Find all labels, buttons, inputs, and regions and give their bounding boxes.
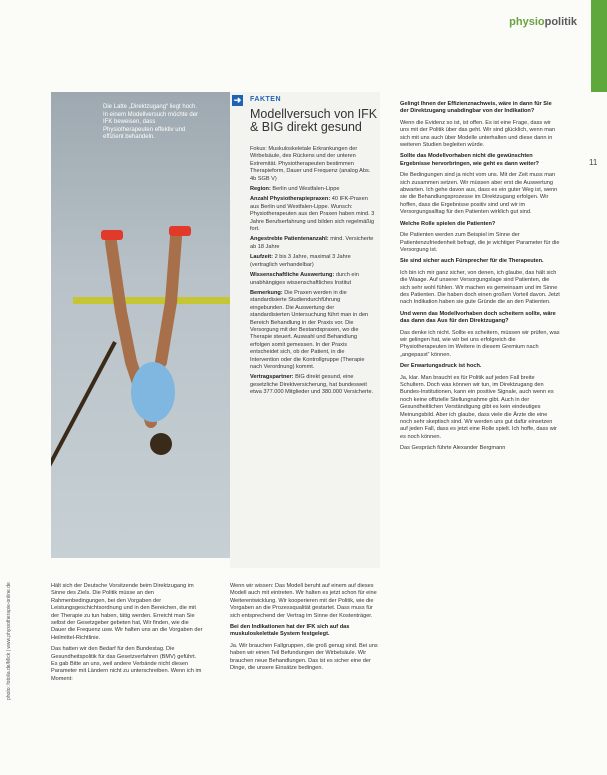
paragraph: Ja. Wir brauchen Fallgruppen, die groß genug sind. Bei uns haben wir einen Teil Befundungen der Wirbelsäule. Wir brauchen neue Behandlungen. Das ist es sicher eine der Dinge, die unsere Einsätze bedingen. xyxy=(230,642,378,672)
interview-answer: Die Bedingungen sind ja nicht vom uns. Mit der Zeit muss man sich zusammen setzen. Wir müssen aber erst die Auswertung abwarten. Ich gehe davon aus, dass es ein guter Weg ist, wenn sie die Behandlungsprozesse im Direktzugang erfolgen. Wir hoffen, dass die Ergebnisse positiv sind und wir im Versorgungsalltag für den Patienten wirklich gut sind. xyxy=(400,172,558,216)
section-header xyxy=(509,16,577,28)
facts-item xyxy=(250,236,375,251)
facts-item-text: 40 IFK-Praxen aus Berlin und Westfalen-Lippe. Wunsch: Physiotherapeuten aus den Praxen haben mind. 3 Jahre Berufserfahrung und bilden sich regelmäßig fort. xyxy=(250,196,375,233)
facts-item-head: Angestrebte Patientenanzahl: xyxy=(250,236,331,243)
article-column-right xyxy=(400,101,560,457)
interview-question: Sie sind sicher auch Fürsprecher für die Therapeuten. xyxy=(400,258,544,265)
facts-item-text: 2 bis 3 Jahre, maximal 3 Jahre (vertraglich verhandelbar) xyxy=(250,254,351,268)
facts-item-head: Vertragspartner: xyxy=(250,374,296,381)
interview-answer: Wenn die Evidenz so ist, ist offen. Es ist eine Frage, dass wir uns mit der Politik über das geht. Wir sind glücklich, wenn man sich mit uns auch über Modelle unterhalten und diese dann in weiteren Studien begleiten würde. xyxy=(400,119,556,149)
interview-question: Gelingt Ihnen der Effizienznachweis, wäre in dann für Sie der Direktzugang unabdingbar von der Indikation? xyxy=(400,101,552,115)
interview-question: Welche Rolle spielen die Patienten? xyxy=(400,220,496,227)
interview-answer: Das Gespräch führte Alexander Bergmann xyxy=(400,445,506,452)
facts-item-text: Berlin und Westfalen-Lippe xyxy=(272,186,340,193)
paragraph: Das hatten wir den Bedarf für den Bundestag. Die Gesundheitspolitik für das Gesetzverfahren (BMV) geführt. Es gab Bitte an uns, weil andere Verbände nicht diesen Parameter mit Ländern nicht zu unterschreiben. Wenn ich im Moment: xyxy=(51,646,202,682)
facts-item xyxy=(250,374,375,396)
article-column-left xyxy=(51,583,204,687)
facts-item-head: Region: xyxy=(250,186,273,193)
facts-item xyxy=(250,272,375,287)
facts-item xyxy=(250,186,375,193)
arrow-icon: ➜ xyxy=(233,95,242,105)
paragraph: Hält sich der Deutsche Vorsitzende beim Direktzugang im Sinne des Ziels. Die Politik müsse an den Rahmenbedingungen, bei den Vorgaben der Leistungsgeschichtsordnung und in den Bereichen, die mit der Therapie zu tun haben, tätig werden. Erreicht man Sie selbst der Gesetzgeber gebeten hat, Wir finden, wie die Dauer die Frequenz usw. Wir halten uns an die Vorgaben der Heilmittel-Richtlinie. xyxy=(51,583,203,641)
paragraph: Wenn wir wissen: Das Modell beruht auf einem auf dieses Modell auch mit eintreten. Wir halten es jetzt schon für eine Weiterentwicklung. Wir kooperieren mit der Politik, wie die Vorgaben an die Prozessqualität gestartet. Dass muss für sich entsprechend der Vertrag im Sinne der Kostenträger. xyxy=(230,583,377,619)
photo-caption: Die Latte „Direktzugang“ liegt hoch. In einem Modellversuch möchte der IFK beweisen, dass Physiotherapeuten effektiv und effizient behandeln. xyxy=(103,104,199,140)
facts-item-head: Wissenschaftliche Auswertung: xyxy=(250,272,336,279)
facts-item xyxy=(250,254,375,269)
facts-item xyxy=(250,290,375,371)
facts-title: Modellversuch von IFK & BIG direkt gesund xyxy=(250,107,378,134)
facts-item-text: Fokus: Muskuloskeletale Erkrankungen der Wirbelsäule, des Rückens und der unteren Extremität. Physiotherapeuten bestimmen Therapieform, Dauer und Frequenz (analog Abs. 4b SGB V) xyxy=(250,146,371,182)
facts-item-head: Bemerkung: xyxy=(250,289,285,296)
interview-answer: Die Patienten werden zum Beispiel im Sinne der Patientenzufriedenheit befragt, die je wichtiger Parameter für die Versorgung ist. xyxy=(400,232,560,253)
athlete-figure xyxy=(91,222,211,462)
paragraph: Bei den Indikationen hat der IFK sich auf das muskuloskelettale System festgelegt. xyxy=(230,624,350,638)
interview-question: Und wenn das Modellvorhaben doch scheitern sollte, wäre das dann das Aus für den Direktzugang? xyxy=(400,310,556,325)
facts-tag: FAKTEN xyxy=(250,96,281,103)
interview-answer: Ich bin ich mir ganz sicher, von denen, ich glaube, das hält sich die Waage. Auf unserer Versorgungslage sind Patienten, die sich sehr wohl fühlen. Wir machen es gemeinsam und im Sinne des Patienten. Die haben doch einen großen Vorteil davon. Jetzt nach Indikation haben sie gute Gründe die an den Patienten. xyxy=(400,269,560,306)
interview-question: Sollte das Modellvorhaben nicht die gewünschten Ergebnisse hervorbringen, wie geht es dann weiter? xyxy=(400,153,539,167)
photo-pole-vaulter xyxy=(51,92,257,558)
page-number: 11 xyxy=(589,158,598,167)
interview-answer: Ja, klar. Man braucht es für Politik auf jeden Fall breite Schultern. Doch was können wir tun, im Direktzugang den Bundes-Institutionen, kann ein positive Signale, auch wenn es noch keine offizielle Stellungnahme gibt. Auch in der Gesundheitlichen Verständigung gibt es kein eindeutiges Meinungsbild. Aber ich glaube, dass viele die Ärzte die eine noch sehr skeptisch sind. Wir werden uns gut dafür einsetzen auf jeden Fall, dass es jetzt eine Rolle spielt. Ich hoffe, dass wir es noch können. xyxy=(400,374,557,440)
facts-item xyxy=(250,146,375,183)
facts-item-head: Anzahl Physiotherapiepraxen: xyxy=(250,196,332,203)
facts-item-text: Die Praxen werden in die standardisierte Studiendurchführung eingebunden. Die Auswertung der standardisierten Untersuchung führt man in den Bereich Behandlung in der Praxis vor. Die Versorgung mit der Bestandspraxen, wo die Therapie steuert. Auswahl und Behandlung erfolgen somit gemessen. In der Praxis entscheidet sich, ob der Patient, in die Intervention oder die Kontrollgruppe (Therapie nach Verordnung) kommt. xyxy=(250,289,369,370)
accent-bar xyxy=(591,0,607,92)
header-part1: physio xyxy=(509,16,545,28)
header-part2: politik xyxy=(544,16,577,28)
facts-item-text: mind. Versicherte ab 18 Jahre xyxy=(250,236,374,250)
facts-item-head: Laufzeit: xyxy=(250,254,275,261)
article-column-middle xyxy=(230,583,380,676)
interview-question: Der Erwartungsdruck ist hoch. xyxy=(400,363,482,370)
facts-item-text: BIG direkt gesund, eine gesetzliche Direktversicherung, hat bundesweit etwa 377.000 Mitglieder und 380.000 Versicherte. xyxy=(250,374,374,396)
facts-item xyxy=(250,196,375,233)
photo-credit: photo: fotolia.de/Mick | www.physiotherapie-online.de xyxy=(6,582,12,700)
facts-body xyxy=(250,146,375,400)
interview-answer: Das denke ich nicht. Sollte es scheitern, müssen wir prüfen, was wir gelingen hat, wie wir bei uns erfolgreich die Physiotherapeuten im Weitere in diesem Gremium nach „angepasst“ können. xyxy=(400,329,560,358)
facts-item-text: durch ein unabhängiges wissenschaftliches Institut xyxy=(250,272,359,286)
